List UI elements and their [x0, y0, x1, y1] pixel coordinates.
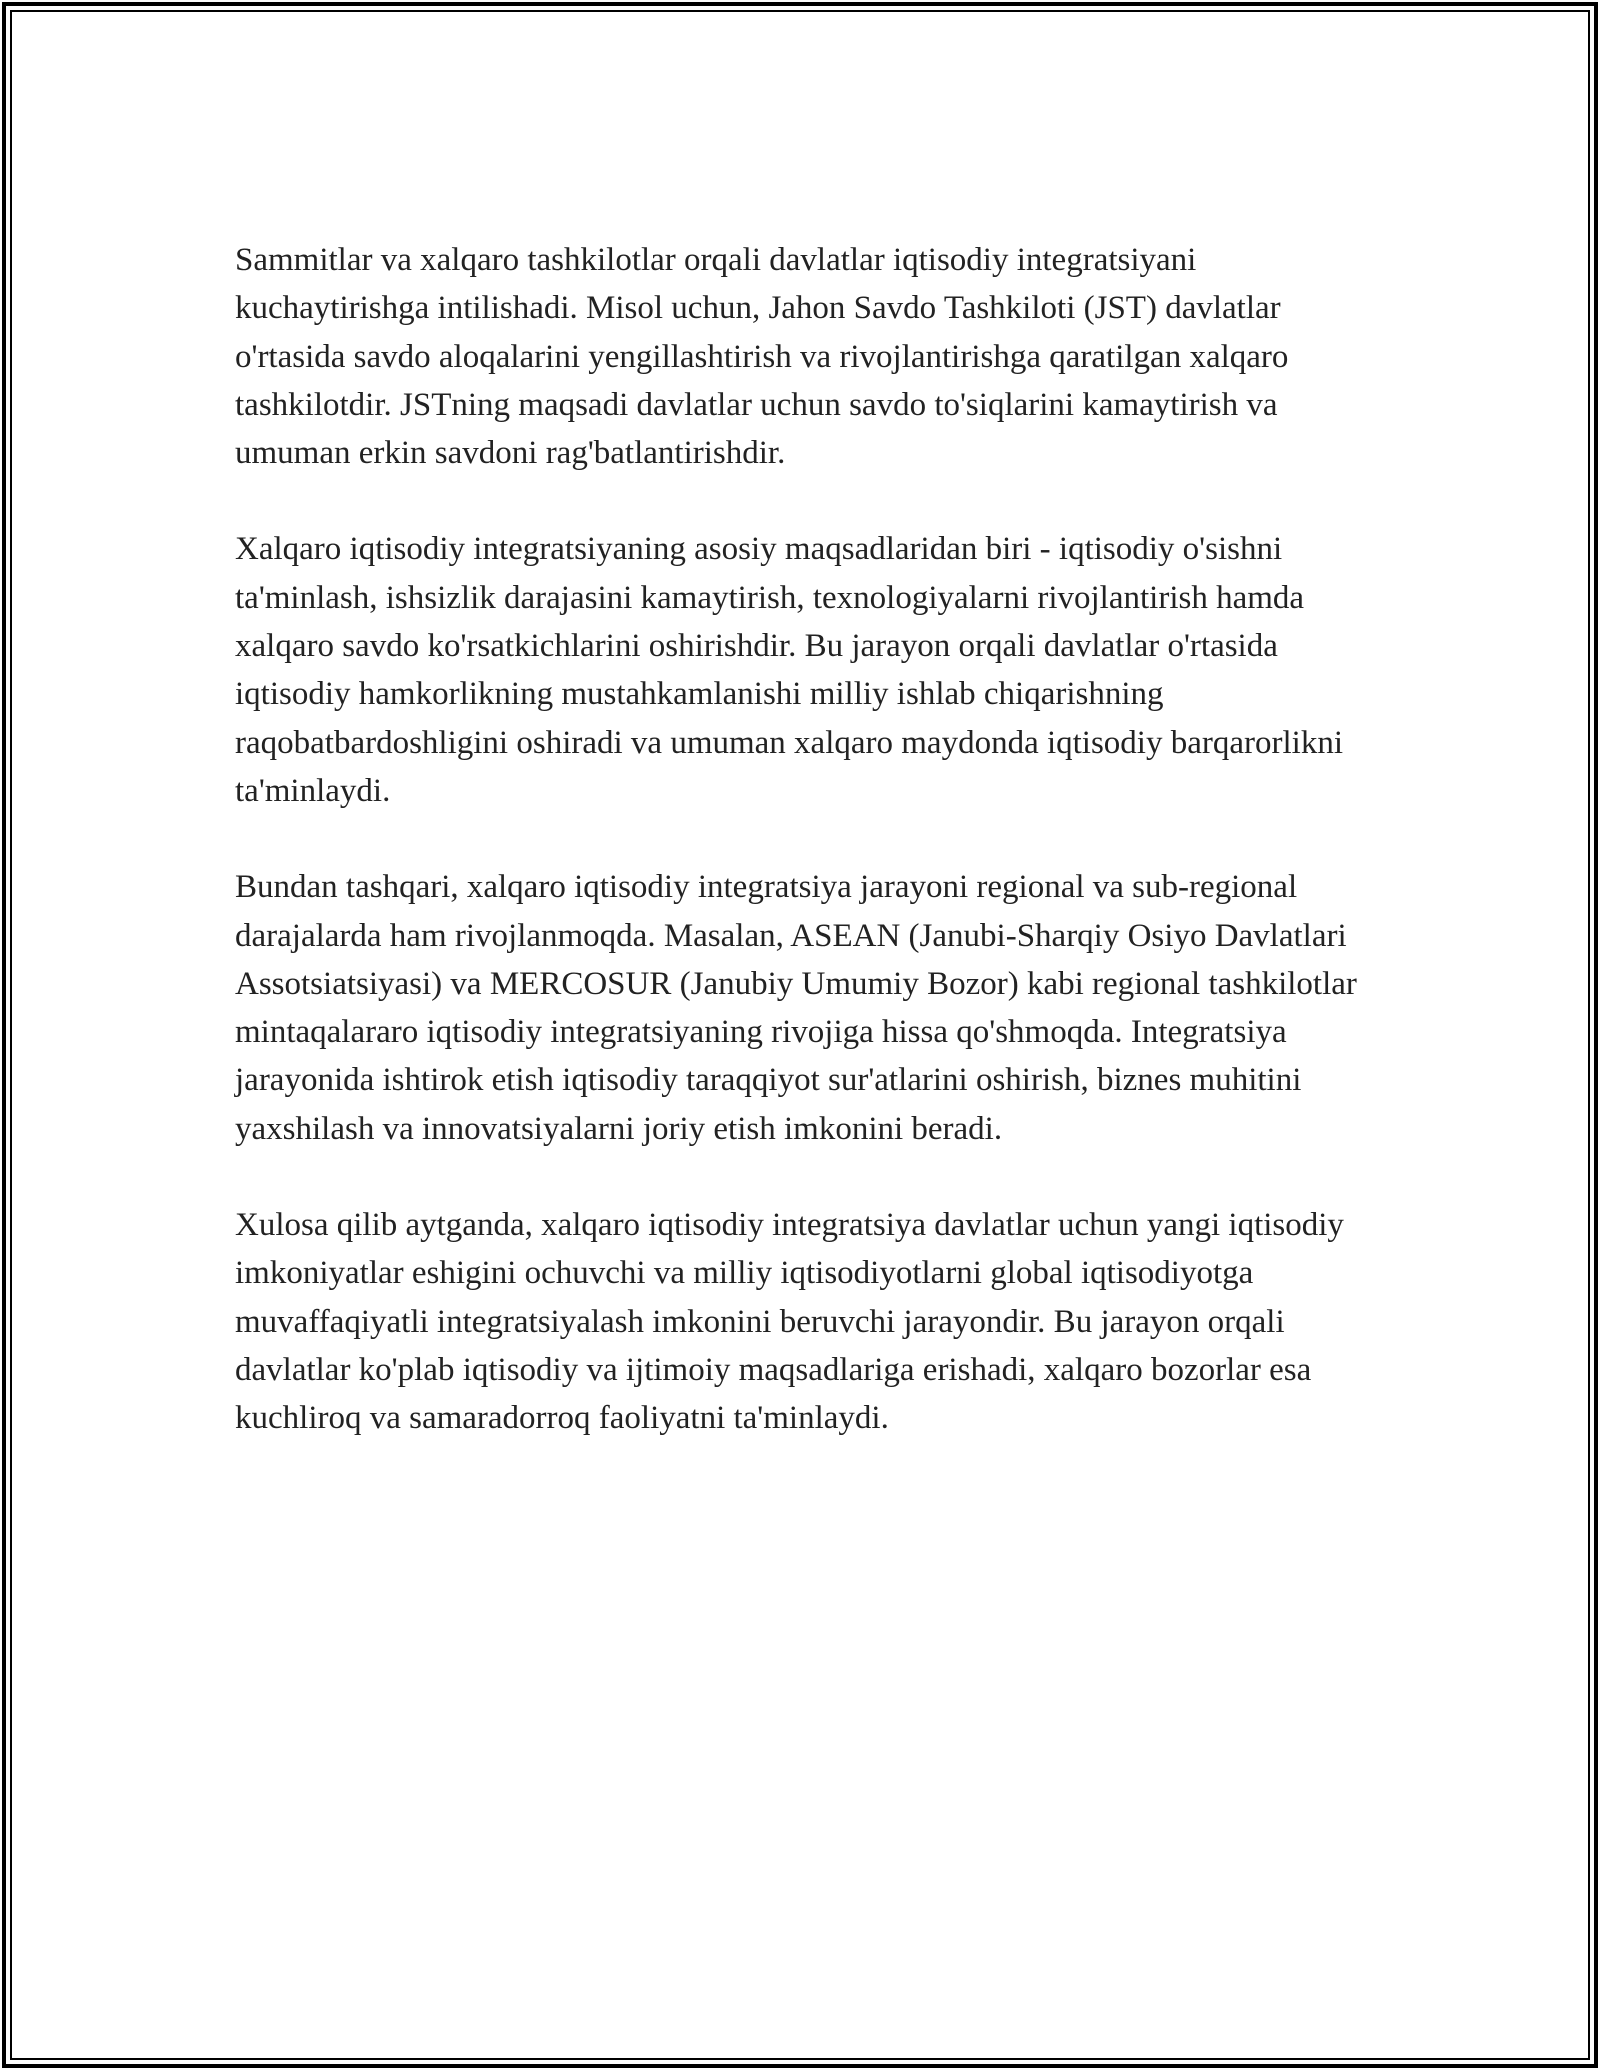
document-body [235, 236, 1365, 1491]
paragraph-2: Xalqaro iqtisodiy integratsiyaning asosiy maqsadlaridan biri - iqtisodiy o'sishni ta'minlash, ishsizlik darajasini kamaytirish, texnologiyalarni rivojlantirish hamda xalqaro savdo ko'rsatkichlarini oshirishdir. Bu jarayon orqali davlatlar o'rtasida iqtisodiy hamkorlikning mustahkamlanishi milliy ishlab chiqarishning raqobatbardoshligini oshiradi va umuman xalqaro maydonda iqtisodiy barqarorlikni ta'minlaydi. [235, 531, 1343, 809]
paragraph-4: Xulosa qilib aytganda, xalqaro iqtisodiy integratsiya davlatlar uchun yangi iqtisodiy imkoniyatlar eshigini ochuvchi va milliy iqtisodiyotlarni global iqtisodiyotga muvaffaqiyatli integratsiyalash imkonini beruvchi jarayondir. Bu jarayon orqali davlatlar ko'plab iqtisodiy va ijtimoiy maqsadlariga erishadi, xalqaro bozorlar esa kuchliroq va samaradorroq faoliyatni ta'minlaydi. [235, 1207, 1344, 1437]
paragraph-1: Sammitlar va xalqaro tashkilotlar orqali davlatlar iqtisodiy integratsiyani kuchaytirishga intilishadi. Misol uchun, Jahon Savdo Tashkiloti (JST) davlatlar o'rtasida savdo aloqalarini yengillashtirish va rivojlantirishga qaratilgan xalqaro tashkilotdir. JSTning maqsadi davlatlar uchun savdo to'siqlarini kamaytirish va umuman erkin savdoni rag'batlantirishdir. [235, 242, 1289, 472]
paragraph-3: Bundan tashqari, xalqaro iqtisodiy integratsiya jarayoni regional va sub-regional darajalarda ham rivojlanmoqda. Masalan, ASEAN (Janubi-Sharqiy Osiyo Davlatlari Assotsiatsiyasi) va MERCOSUR (Janubiy Umumiy Bozor) kabi regional tashkilotlar mintaqalararo iqtisodiy integratsiyaning rivojiga hissa qo'shmoqda. Integratsiya jarayonida ishtirok etish iqtisodiy taraqqiyot sur'atlarini oshirish, biznes muhitini yaxshilash va innovatsiyalarni joriy etish imkonini beradi. [235, 869, 1357, 1147]
